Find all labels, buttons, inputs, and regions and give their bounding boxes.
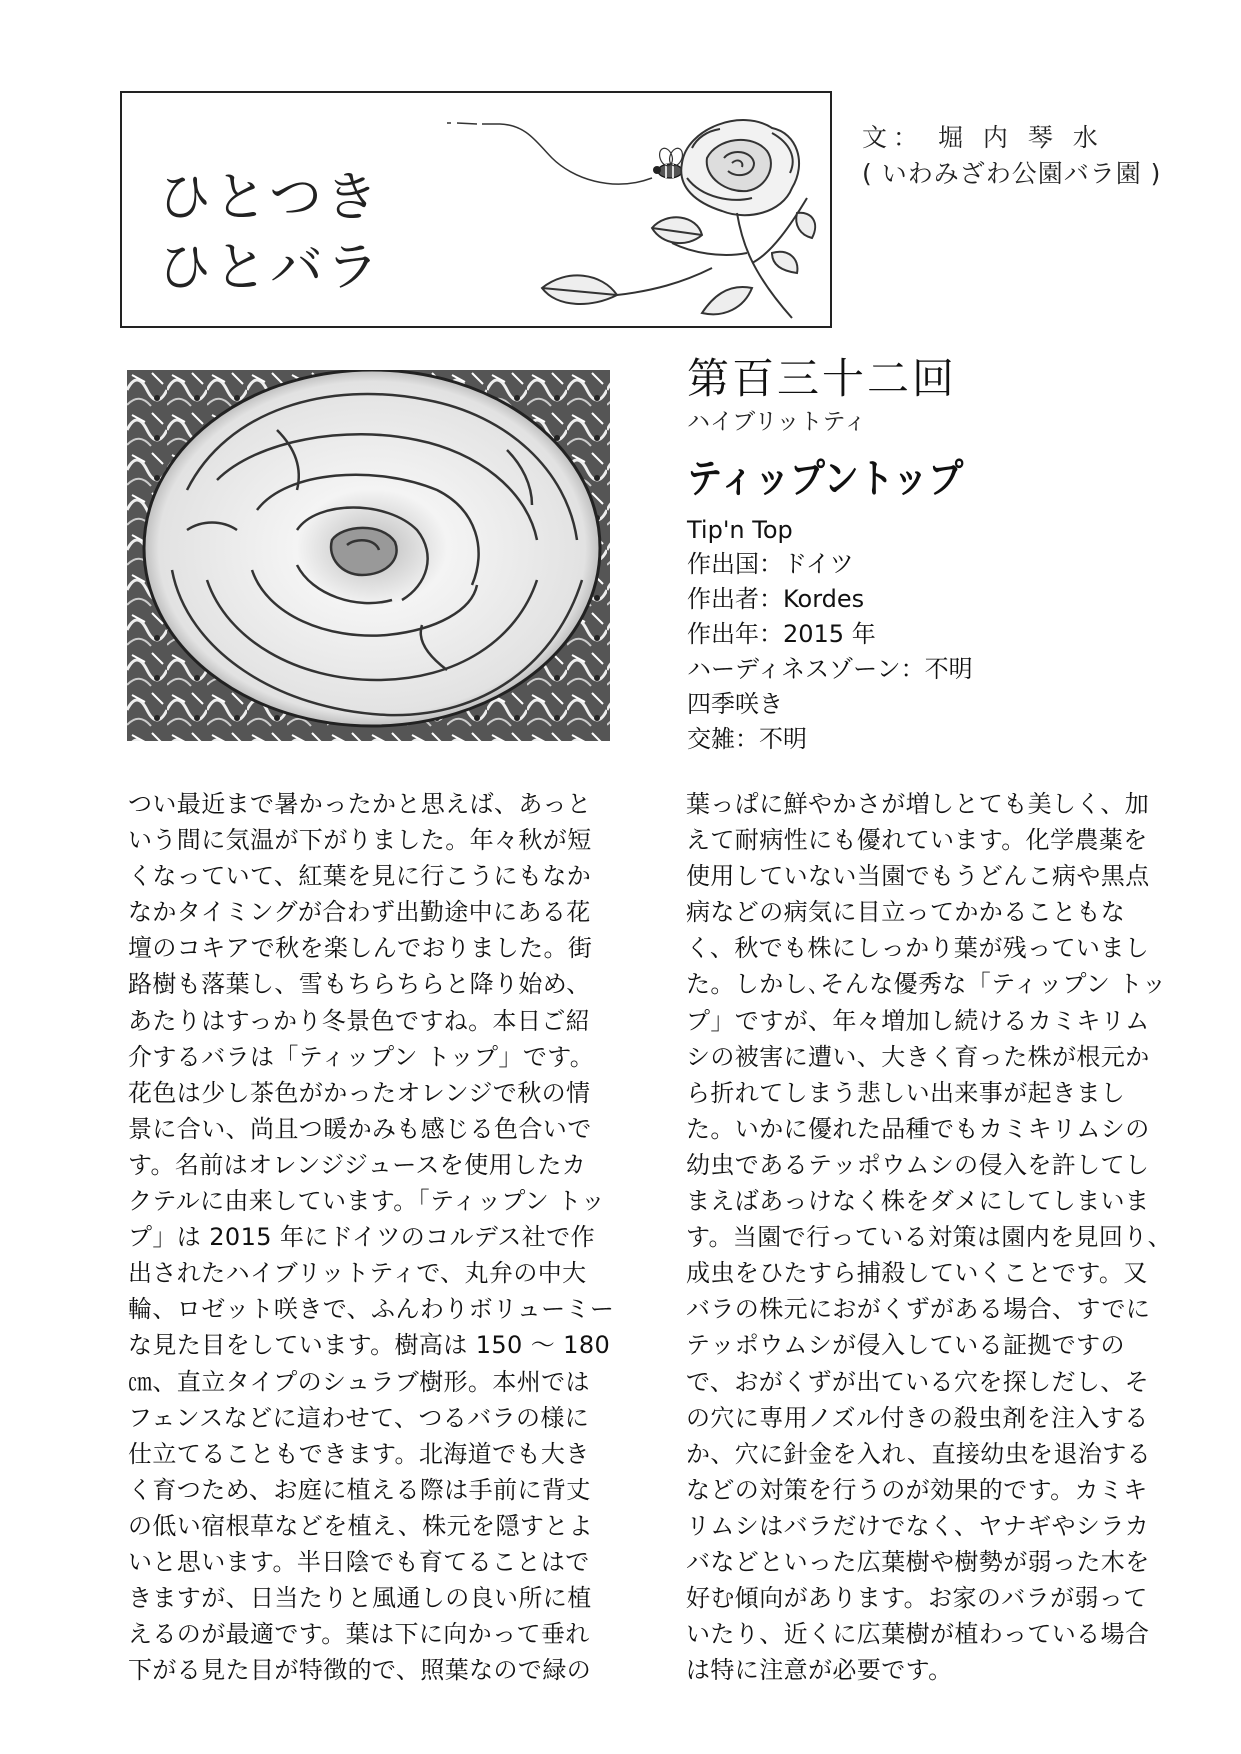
- body-line: か、穴に針金を入れ、直接幼虫を退治する: [686, 1439, 1152, 1468]
- body-line: す。名前はオレンジジュースを使用したカ: [128, 1150, 587, 1179]
- body-line: 景に合い、尚且つ暖かみも感じる色合いで: [128, 1114, 592, 1143]
- body-line: プ」ですが、年々増加し続けるカミキリム: [686, 1006, 1150, 1035]
- body-line: フェンスなどに這わせて、つるバラの様に: [128, 1403, 590, 1432]
- body-line: の低い宿根草などを植え、株元を隠すとよ: [128, 1511, 594, 1540]
- body-line: 好む傾向があります。お家のバラが弱って: [686, 1584, 1148, 1613]
- rose-country: 作出国：ドイツ: [687, 550, 854, 578]
- body-line: プ」は 2015 年にドイツのコルデス社で作: [128, 1223, 595, 1252]
- body-line: きますが、日当たりと風通しの良い所に植: [128, 1584, 592, 1613]
- body-line: 葉っぱに鮮やかさが増しとても美しく、加: [686, 790, 1150, 818]
- body-line: いと思います。半日陰でも育てることはで: [128, 1547, 590, 1576]
- body-line: いたり、近くに広葉樹が植わっている場合: [686, 1620, 1150, 1649]
- body-line: 壇のコキアで秋を楽しんでおりました。街: [128, 934, 593, 963]
- body-line: クテルに由来しています。「ティップン トッ: [128, 1187, 606, 1216]
- body-line: バラの株元におがくずがある場合、すでに: [686, 1295, 1151, 1324]
- rose-category: ハイブリットティ: [687, 409, 867, 435]
- body-column-left: [128, 786, 615, 1688]
- body-line: 仕立てることもできます。北海道でも大き: [128, 1439, 590, 1468]
- series-title-line1: ひとつき: [158, 167, 381, 228]
- header-banner: [120, 91, 832, 328]
- body-column-right: [686, 786, 1173, 1688]
- body-line: なかタイミングが合わず出勤途中にある花: [128, 898, 591, 927]
- rose-flower: [681, 120, 799, 215]
- body-line: 介するバラは「ティップン トップ」です。: [128, 1042, 595, 1071]
- body-line: 成虫をひたすら捕殺していくことです。又: [686, 1259, 1148, 1288]
- rose-hardiness: ハーディネスゾーン：不明: [687, 655, 973, 683]
- body-line: 花色は少し茶色がかったオレンジで秋の情: [128, 1078, 591, 1107]
- body-line: は特に注意が必要です。: [686, 1656, 953, 1685]
- body-line: くなっていて、紅葉を見に行こうにもなか: [128, 862, 592, 891]
- body-line: などの対策を行うのが効果的です。カミキ: [686, 1475, 1148, 1504]
- body-line: つい最近まで暑かったかと思えば、あっと: [128, 790, 592, 818]
- body-line: 路樹も落葉し、雪もちらちらと降り始め、: [128, 970, 591, 999]
- body-line: の穴に専用ノズル付きの殺虫剤を注入する: [686, 1403, 1149, 1432]
- series-title-line2: ひとバラ: [158, 237, 382, 298]
- byline: [862, 120, 1161, 192]
- rose-info-panel: [687, 353, 1187, 757]
- body-line: 使用していない当園でもうどんこ病や黒点: [686, 862, 1150, 891]
- body-line: テッポウムシが侵入している証拠ですの: [686, 1331, 1125, 1360]
- body-line: 下がる見た目が特徴的で、照葉なので緑の: [128, 1656, 592, 1685]
- series-title: [158, 163, 382, 303]
- author-affiliation: ( いわみざわ公園バラ園 ): [862, 159, 1162, 188]
- rose-and-bee-illustration: [352, 103, 822, 325]
- body-line: まえばあっけなく株をダメにしてしまいま: [686, 1187, 1150, 1216]
- body-line: あたりはすっかり冬景色ですね。本日ご紹: [128, 1006, 591, 1035]
- rose-photo: [127, 370, 610, 741]
- body-line: えて耐病性にも優れています。化学農薬を: [686, 826, 1148, 855]
- author: 文： 堀 内 琴 水: [862, 123, 1104, 152]
- body-line: す。当園で行っている対策は園内を見回り、: [686, 1223, 1173, 1252]
- body-line: シの被害に遭い、大きく育った株が根元か: [686, 1042, 1150, 1071]
- body-line: で、おがくずが出ている穴を探しだし、そ: [686, 1367, 1150, 1396]
- bee-icon: [653, 146, 685, 178]
- rose-photo-image: [127, 370, 610, 741]
- rose-year: 作出年：2015 年: [687, 620, 876, 648]
- rose-name-en: Tip'n Top: [687, 516, 793, 544]
- body-line: えるのが最適です。葉は下に向かって垂れ: [128, 1620, 590, 1649]
- body-line: いう間に気温が下がりました。年々秋が短: [128, 826, 592, 855]
- body-line: 出されたハイブリットティで、丸弁の中大: [128, 1259, 587, 1288]
- rose-bloom: 四季咲き: [687, 690, 783, 718]
- rose-stems-and-leaves: [542, 198, 815, 318]
- body-line: た。いかに優れた品種でもカミキリムシの: [686, 1114, 1150, 1143]
- body-line: 輪、ロゼット咲きで、ふんわりボリューミー: [128, 1295, 615, 1324]
- body-line: 幼虫であるテッポウムシの侵入を許してし: [686, 1150, 1150, 1179]
- rose-parentage: 交雑：不明: [687, 725, 807, 753]
- body-line: リムシはバラだけでなく、ヤナギやシラカ: [686, 1511, 1150, 1540]
- rose-breeder: 作出者：Kordes: [687, 585, 865, 613]
- body-line: 病などの病気に目立ってかかることもな: [686, 898, 1126, 927]
- body-line: く育つため、お庭に植える際は手前に背丈: [128, 1475, 591, 1504]
- body-line: ら折れてしまう悲しい出来事が起きまし: [686, 1078, 1126, 1107]
- rose-name-ja: ティップントップ: [687, 456, 964, 502]
- body-line: た。しかし､そんな優秀な「ティップン トッ: [686, 970, 1167, 999]
- episode-title: 第百三十二回: [687, 354, 958, 403]
- body-line: な見た目をしています。樹高は 150 ～ 180: [128, 1331, 611, 1360]
- body-line: く、秋でも株にしっかり葉が残っていまし: [686, 934, 1150, 963]
- body-line: ㎝、直立タイプのシュラブ樹形。本州では: [128, 1367, 590, 1396]
- body-line: バなどといった広葉樹や樹勢が弱った木を: [686, 1547, 1150, 1576]
